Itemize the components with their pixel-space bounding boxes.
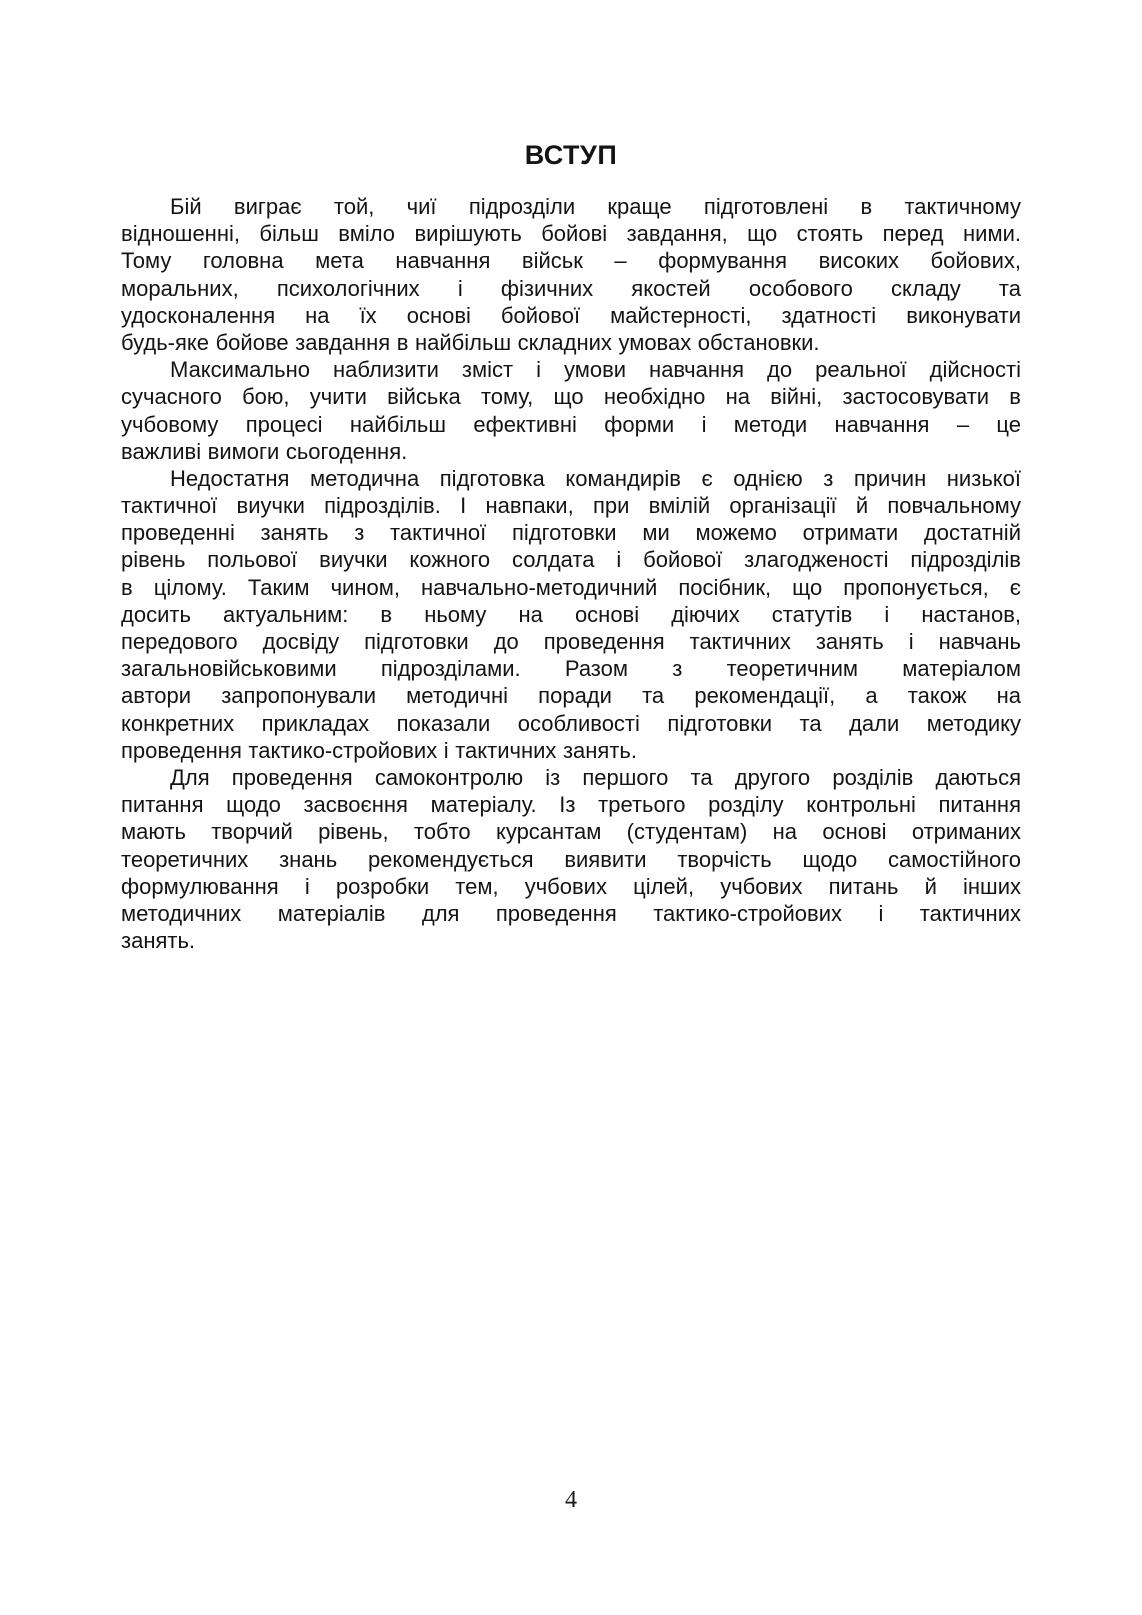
paragraph-line: Недостатня методична підготовка командирів є однією з причин низької [170, 465, 1021, 491]
page-title: ВСТУП [524, 140, 618, 170]
paragraph-line: методичних матеріалів для проведення тактико-стройових і тактичних [121, 900, 1021, 926]
paragraph-line: формулювання і розробки тем, учбових цілей, учбових питань й інших [121, 873, 1021, 899]
paragraph-line: автори запропонували методичні поради та рекомендації, а також на [121, 683, 1021, 709]
paragraph-line: питання щодо засвоєння матеріалу. Із третього розділу контрольні питання [121, 792, 1021, 818]
paragraph-line: проведення тактико-стройових і тактичних занять. [121, 737, 637, 763]
paragraph-line: відношенні, більш вміло вирішують бойові завдання, що стоять перед ними. [121, 221, 1021, 247]
paragraph-line: загальновійськовими підрозділами. Разом з теоретичним матеріалом [121, 656, 1021, 682]
paragraph-line: будь-яке бойове завдання в найбільш складних умовах обстановки. [121, 329, 820, 355]
paragraph-line: в цілому. Таким чином, навчально-методичний посібник, що пропонується, є [121, 574, 1021, 600]
paragraph-line: занять. [121, 928, 196, 954]
paragraph-line: конкретних прикладах показали особливості підготовки та дали методику [121, 710, 1021, 736]
paragraph-line: теоретичних знань рекомендується виявити творчість щодо самостійного [121, 846, 1021, 872]
body-text [121, 193, 1021, 954]
paragraph-line: важливі вимоги сьогодення. [121, 438, 408, 464]
paragraph-line: Тому головна мета навчання військ – формування високих бойових, [121, 248, 1021, 274]
paragraph-line: Бій виграє той, чиї підрозділи краще підготовлені в тактичному [170, 194, 1021, 219]
paragraph-line: рівень польової виучки кожного солдата і бойової злагодженості підрозділів [121, 547, 1021, 573]
paragraph-line: Максимально наблизити зміст і умови навчання до реальної дійсності [170, 357, 1021, 383]
paragraph-line: сучасного бою, учити війська тому, що необхідно на війні, застосовувати в [121, 384, 1021, 410]
paragraph-line: досить актуальним: в ньому на основі діючих статутів і настанов, [121, 601, 1021, 627]
paragraph-line: удосконалення на їх основі бойової майстерності, здатності виконувати [121, 302, 1021, 328]
paragraph-line: проведенні занять з тактичної підготовки ми можемо отримати достатній [121, 520, 1021, 546]
paragraph-line: передового досвіду підготовки до проведення тактичних занять і навчань [121, 629, 1021, 654]
paragraph-line: Для проведення самоконтролю із першого та другого розділів даються [170, 764, 1021, 790]
paragraph-line: моральних, психологічних і фізичних якостей особового складу та [121, 275, 1021, 301]
paragraph-line: тактичної виучки підрозділів. І навпаки, при вмілій організації й повчальному [121, 493, 1021, 519]
paragraph-line: учбовому процесі найбільш ефективні форми і методи навчання – це [121, 411, 1021, 437]
page-number: 4 [565, 1487, 577, 1513]
paragraph-line: мають творчий рівень, тобто курсантам (студентам) на основі отриманих [121, 819, 1021, 845]
